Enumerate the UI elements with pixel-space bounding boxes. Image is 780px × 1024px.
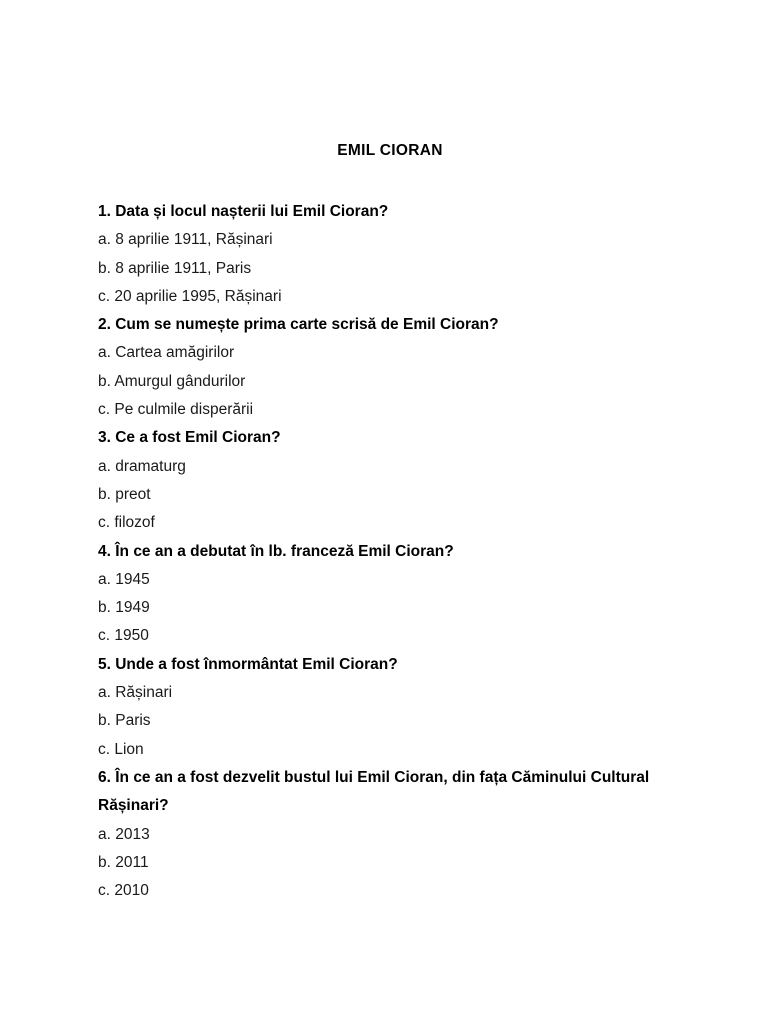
answer-option: b. Paris <box>98 712 151 730</box>
answer-option: c. filozof <box>98 514 155 532</box>
question-text: 2. Cum se numește prima carte scrisă de Emil Cioran? <box>98 316 499 334</box>
answer-option: a. dramaturg <box>98 457 186 475</box>
answer-option: b. preot <box>98 485 151 503</box>
question-text: 5. Unde a fost înmormântat Emil Cioran? <box>98 655 398 673</box>
quiz-item <box>98 651 720 764</box>
answer-option: b. 1949 <box>98 599 150 617</box>
question-text: 1. Data și locul nașterii lui Emil Cioran? <box>98 203 389 220</box>
answer-option: a. Cartea amăgirilor <box>98 344 235 362</box>
answer-option: b. Amurgul gândurilor <box>98 372 246 390</box>
quiz-item <box>98 311 720 424</box>
answer-option: b. 2011 <box>98 853 149 871</box>
answer-option: c. 2010 <box>98 882 149 900</box>
quiz-item <box>98 764 720 905</box>
answer-option: b. 8 aprilie 1911, Paris <box>98 259 252 277</box>
quiz-content <box>0 160 780 905</box>
quiz-item <box>98 198 720 311</box>
answer-option: c. Pe culmile disperării <box>98 401 254 419</box>
answer-option: c. Lion <box>98 740 144 758</box>
answer-option: a. 1945 <box>98 570 150 588</box>
quiz-item <box>98 424 720 537</box>
answer-option: a. Rășinari <box>98 684 173 702</box>
answer-option: a. 2013 <box>98 825 150 843</box>
question-text: 6. În ce an a fost dezvelit bustul lui Emil Cioran, din fața Căminului Cultural Rășinari? <box>98 768 650 815</box>
question-text: 4. În ce an a debutat în lb. franceză Emil Cioran? <box>98 542 454 560</box>
answer-option: c. 20 aprilie 1995, Rășinari <box>98 287 282 305</box>
page-title: EMIL CIORAN <box>337 142 443 159</box>
answer-option: a. 8 aprilie 1911, Rășinari <box>98 231 273 249</box>
question-text: 3. Ce a fost Emil Cioran? <box>98 429 281 447</box>
answer-option: c. 1950 <box>98 627 149 645</box>
quiz-item <box>98 538 720 651</box>
